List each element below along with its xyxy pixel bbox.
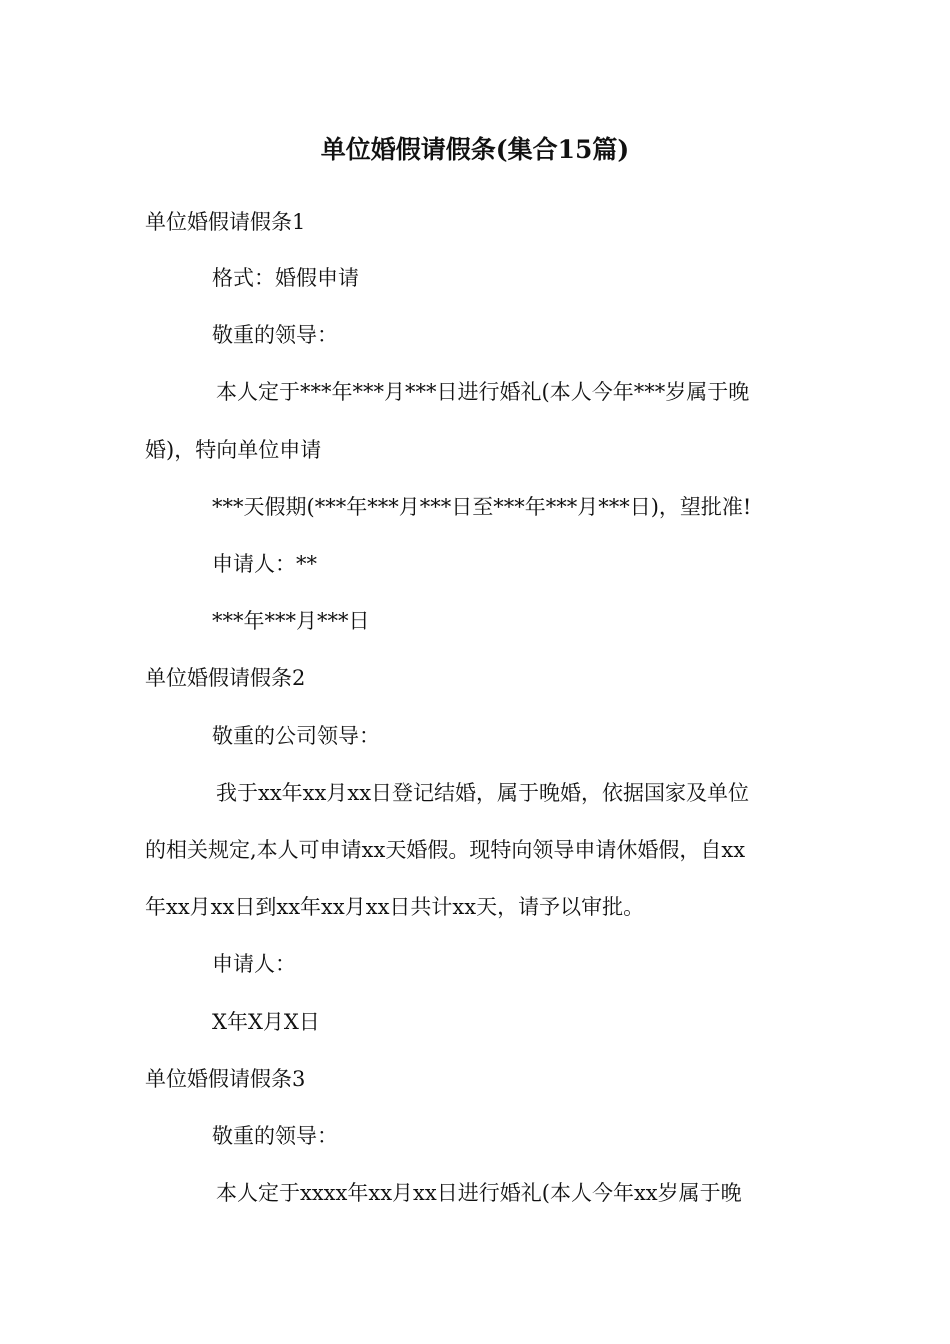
body-line: 本人定于***年***月***日进行婚礼(本人今年***岁属于晚 bbox=[216, 380, 750, 404]
document-title: 单位婚假请假条(集合15篇) bbox=[320, 135, 630, 164]
body-line: 婚)，特向单位申请 bbox=[145, 438, 322, 462]
body-line: 年xx月xx日到xx年xx月xx日共计xx天，请予以审批。 bbox=[145, 895, 645, 919]
body-line: 的相关规定,本人可申请xx天婚假。现特向领导申请休婚假，自xx bbox=[145, 838, 746, 862]
body-line: 本人定于xxxx年xx月xx日进行婚礼(本人今年xx岁属于晚 bbox=[216, 1181, 742, 1205]
body-line: ***天假期(***年***月***日至***年***月***日)，望批准! bbox=[212, 495, 752, 519]
section-heading-3: 单位婚假请假条3 bbox=[145, 1067, 306, 1091]
salutation-3: 敬重的领导： bbox=[212, 1124, 338, 1148]
section-heading-2: 单位婚假请假条2 bbox=[145, 666, 306, 690]
date-line-1: ***年***月***日 bbox=[212, 609, 370, 633]
applicant-line-1: 申请人：** bbox=[212, 552, 317, 576]
section-heading-1: 单位婚假请假条1 bbox=[145, 210, 306, 234]
salutation-2: 敬重的公司领导： bbox=[212, 724, 380, 748]
date-line-2: X年X月X日 bbox=[212, 1010, 320, 1034]
salutation-1: 敬重的领导： bbox=[212, 323, 338, 347]
body-line: 我于xx年xx月xx日登记结婚，属于晚婚，依据国家及单位 bbox=[216, 781, 750, 805]
format-line: 格式：婚假申请 bbox=[212, 266, 359, 290]
applicant-line-2: 申请人： bbox=[212, 952, 296, 976]
